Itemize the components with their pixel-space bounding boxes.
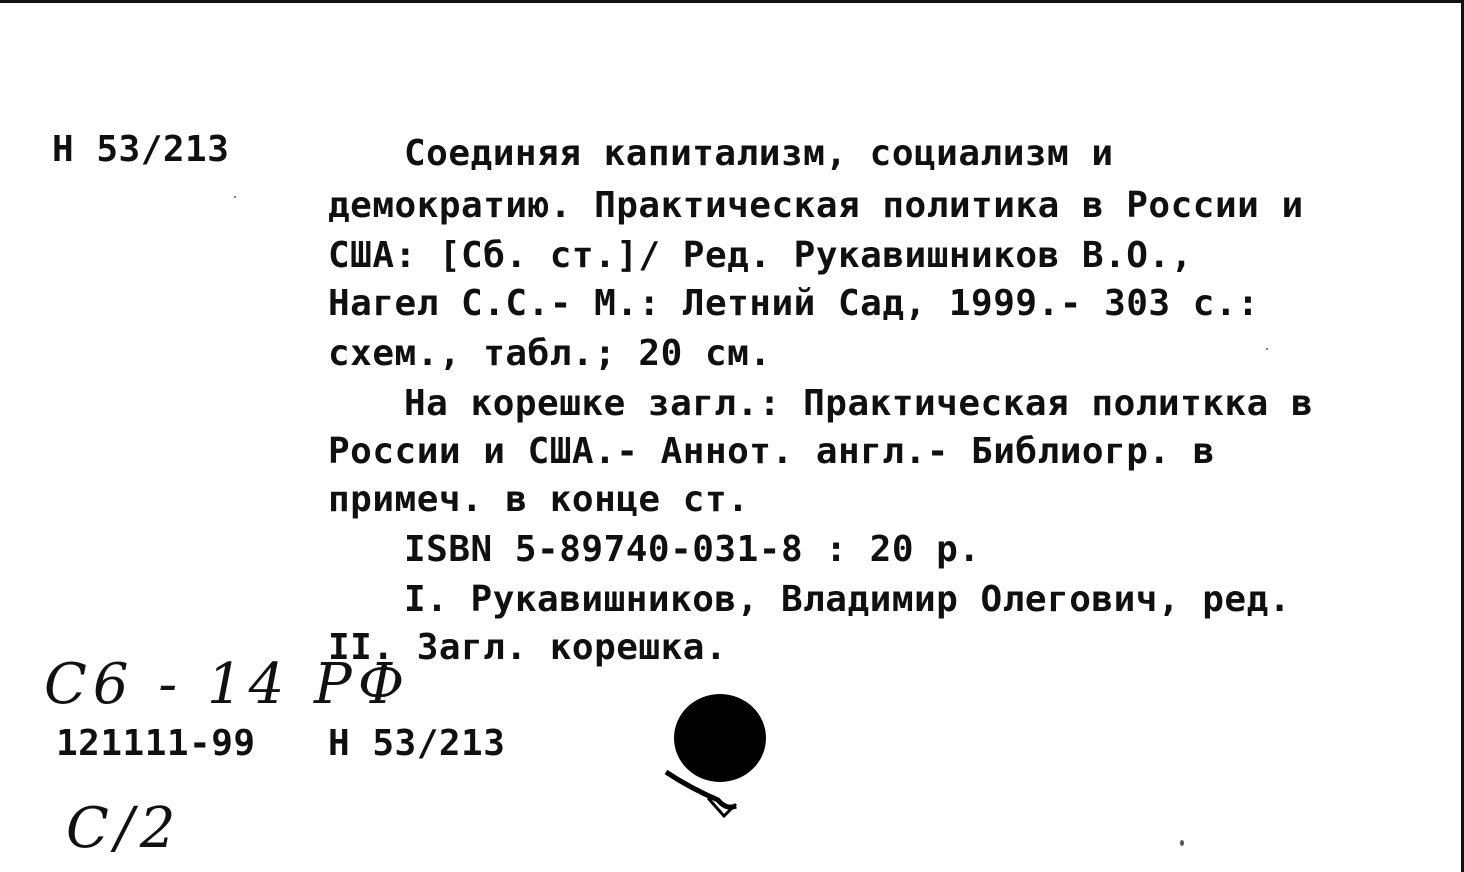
entry-line-1 [404, 134, 1439, 174]
shelf-mark: Н 53/213 [52, 129, 230, 170]
card-top-border [0, 0, 1464, 3]
entry-line-8: примеч. в конце ст. [328, 479, 750, 520]
entry-line-4: Нагел С.С.- М.: Летний Сад, 1999.- 303 с.: [328, 283, 1260, 324]
speck [1266, 348, 1268, 350]
isbn-line: ISBN 5-89740-031-8 : 20 р. [404, 529, 981, 570]
entry-line-7: России и США.- Аннот. англ.- Библиогр. в [328, 431, 1215, 472]
entry-line-3: США: [Сб. ст.]/ Ред. Рукавишников В.О., [328, 235, 1193, 276]
speck [1180, 840, 1184, 846]
bottom-code: 121111-99 [56, 723, 256, 764]
entry-line-1-text: Соединяя капитализм, социализм и [404, 133, 1114, 174]
entry-line-5: схем., табл.; 20 см. [328, 333, 772, 374]
speck [234, 196, 236, 198]
entry-line-6: На корешке загл.: Практическая политкка в [404, 383, 1314, 424]
handwritten-note-2: С/2 [66, 796, 182, 861]
ink-blot [660, 690, 780, 820]
tracing-line-1: I. Рукавишников, Владимир Олегович, ред. [404, 579, 1291, 620]
bottom-shelf-mark: Н 53/213 [328, 723, 506, 764]
tracing-line-2: II. Загл. корешка. [328, 627, 728, 668]
handwritten-note-1: С6 - 14 РФ [44, 652, 411, 717]
entry-line-2: демократию. Практическая политика в России и [328, 185, 1304, 226]
